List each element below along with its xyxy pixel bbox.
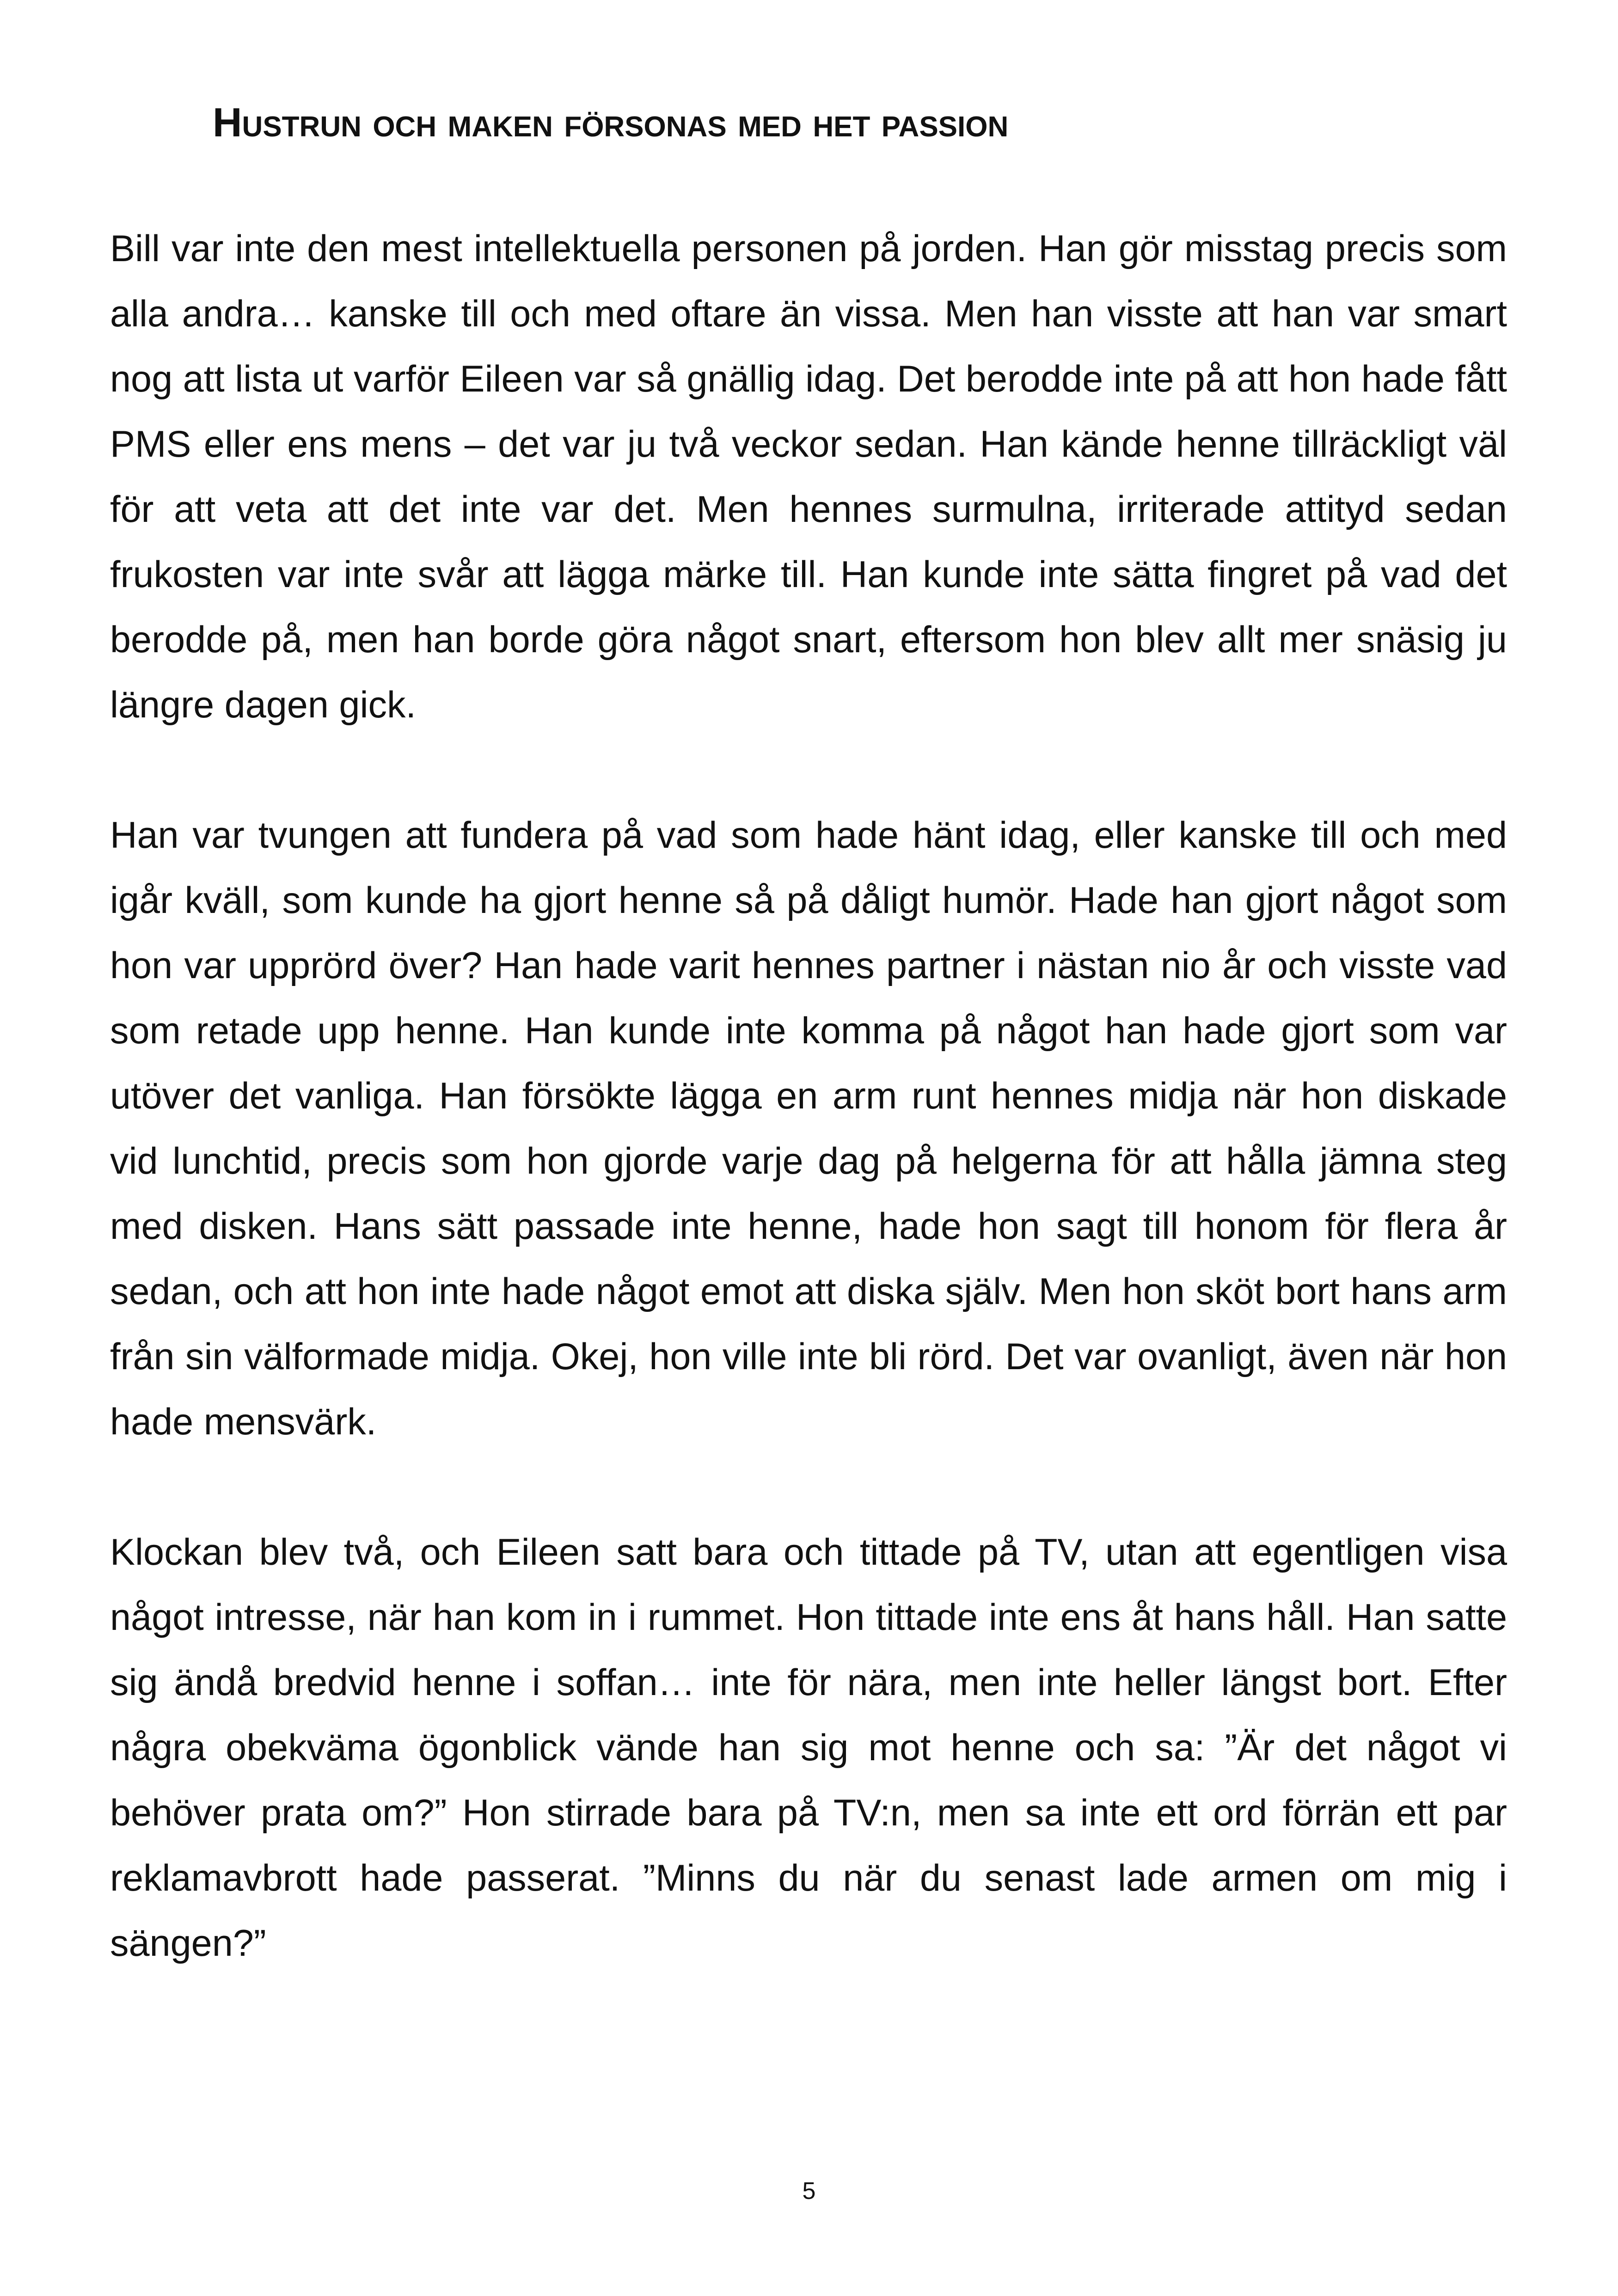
chapter-title: Hustrun och maken försonas med het passion	[213, 99, 1009, 145]
page-number: 5	[802, 2178, 816, 2204]
paragraph: Han var tvungen att fundera på vad som hade hänt idag, eller kanske till och med igår kväll, som kunde ha gjort henne så på dåligt humör. Hade han gjort något som hon var upprörd över? Han hade varit hennes partner i nästan nio år och visste vad som retade upp henne. Han kunde inte komma på något han hade gjort som var utöver det vanliga. Han försökte lägga en arm runt hennes midja när hon diskade vid lunchtid, precis som hon gjorde varje dag på helgerna för att hålla jämna steg med disken. Hans sätt passade inte henne, hade hon sagt till honom för flera år sedan, och att hon inte hade något emot att diska själv. Men hon sköt bort hans arm från sin välformade midja. Okej, hon ville inte bli rörd. Det var ovanligt, även när hon hade mensvärk.	[110, 814, 1507, 1443]
paragraph: Klockan blev två, och Eileen satt bara och tittade på TV, utan att egentligen visa något intresse, när han kom in i rummet. Hon tittade inte ens åt hans håll. Han satte sig ändå bredvid henne i soffan… inte för nära, men inte heller längst bort. Efter några obekväma ögonblick vände han sig mot henne och sa: ”Är det något vi behöver prata om?” Hon stirrade bara på TV:n, men sa inte ett ord förrän ett par reklamavbrott hade passerat. ”Minns du när du senast lade armen om mig i sängen?”	[110, 1531, 1507, 1964]
paragraph: Bill var inte den mest intellektuella personen på jorden. Han gör misstag precis som alla andra… kanske till och med oftare än vissa. Men han visste att han var smart nog att lista ut varför Eileen var så gnällig idag. Det berodde inte på att hon hade fått PMS eller ens mens – det var ju två veckor sedan. Han kände henne tillräckligt väl för att veta att det inte var det. Men hennes surmulna, irriterade attityd sedan frukosten var inte svår att lägga märke till. Han kunde inte sätta fingret på vad det berodde på, men han borde göra något snart, eftersom hon blev allt mer snäsig ju längre dagen gick.	[110, 228, 1507, 726]
body-text	[110, 216, 1507, 2041]
